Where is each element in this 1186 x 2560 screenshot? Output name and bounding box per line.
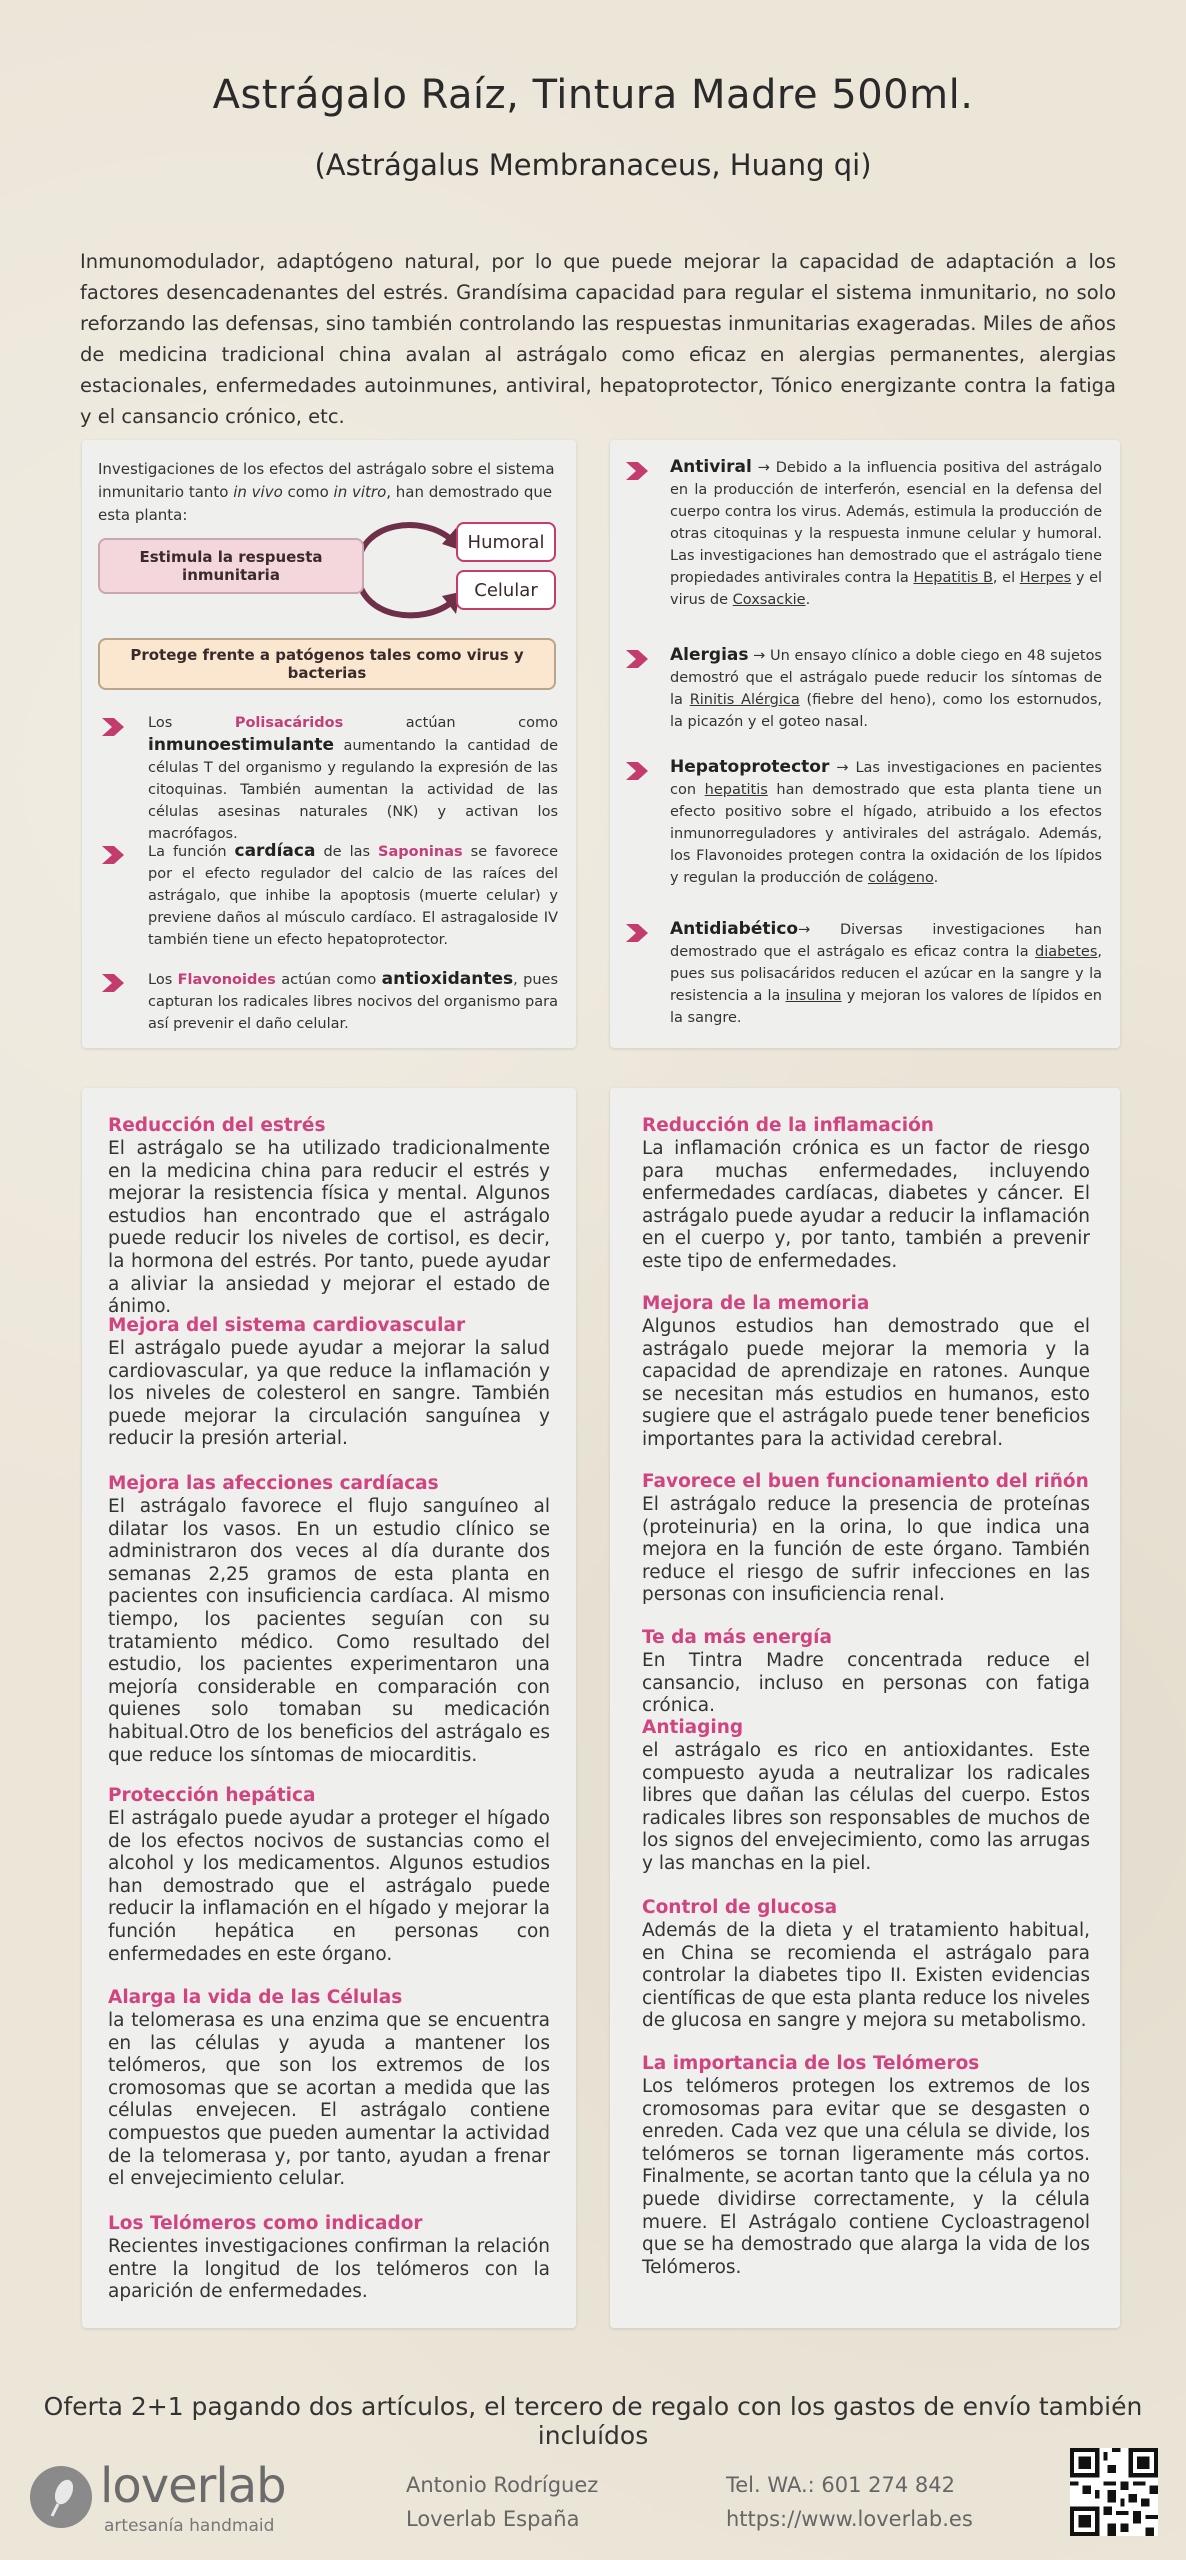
humoral-box: Humoral — [456, 522, 556, 562]
section-heading: Mejora del sistema cardiovascular — [108, 1315, 466, 1336]
flavonoids-text: Los Flavonoides actúan como antioxidantes, pues capturan los radicales libres nocivos del organismo para así prevenir el daño celular. — [148, 969, 559, 1032]
left-benefits-panel — [82, 1088, 576, 2328]
antidiabetic-text: Antidiabético→ Diversas investigaciones han demostrado que el astrágalo es eficaz contra la diabetes, pues sus polisacáridos reducen el azúcar en la sangre y la resistencia a la insulina y mejoran los valores de lípidos en la sangre. — [670, 919, 1102, 1026]
section-heading: Los Telómeros como indicador — [108, 2213, 423, 2234]
section-text: Algunos estudios han demostrado que el astrágalo puede mejorar la memoria y la capacidad de aprendizaje en ratones. Aunque se necesitan más estudios en humanos, esto sugiere que el astrágalo puede tener beneficios importantes para la actividad cerebral. — [642, 1316, 1090, 1450]
section-antiaging — [642, 1716, 1090, 1876]
intro-paragraph: Inmunomodulador, adaptógeno natural, por lo que puede mejorar la capacidad de adaptación a los factores desencadenantes del estrés. Grandísima capacidad para regular el sistema inmunitario, no solo reforzando las defensas, sino también controlando las respuestas inmunitarias exageradas. Miles de años de medicina tradicional china avalan al astrágalo como eficaz en alergias permanentes, alergias estacionales, enfermedades autoinmunes, antiviral, hepatoprotector, Tónico energizante contra la fatiga y el cansancio crónico, etc. — [80, 250, 1116, 428]
hepatoprotector-text: Hepatoprotector → Las investigaciones en pacientes con hepatitis han demostrado que esta planta tiene un efecto positivo sobre el hígado, atribuido a los efectos inmunorreguladores y antivirales del astrágalo. Además, los Flavonoides protegen contra la oxidación de los lípidos y regulan la producción de colágeno. — [670, 757, 1102, 886]
polysaccharides-text: Los Polisacáridos actúan como inmunoestimulante aumentando la cantidad de células T del organismo y regulando la expresión de las citoquinas. También aumentan la actividad de las células asesinas naturales (NK) y activan los macrófagos. — [148, 715, 558, 842]
section-heading: Mejora de la memoria — [642, 1293, 870, 1314]
allergies-text: Alergias → Un ensayo clínico a doble ciego en 48 sujetos demostró que el astrágalo puede reducir los síntomas de la Rinitis Alérgica (fiebre del heno), como los estornudos, la picazón y el goteo nasal. — [670, 645, 1102, 730]
section-text: la telomerasa es una enzima que se encuentra en las células y ayuda a mantener los telómeros, que son los extremos de los cromosomas que se acortan a medida que las células envejecen. El astrágalo contiene compuestos que pueden aumentar la actividad de la telomerasa y, por tanto, ayudan a frenar el envejecimiento celular. — [108, 2010, 550, 2190]
chevron-right-icon — [100, 972, 126, 994]
chevron-right-icon — [624, 922, 650, 944]
company-name: Loverlab España — [406, 2507, 580, 2531]
cycle-arrows-icon — [352, 514, 462, 626]
section-glucose — [642, 1896, 1090, 2033]
section-cardiac — [108, 1472, 550, 1767]
stimulates-immune-box: Estimula la respuesta inmunitaria — [98, 538, 364, 594]
section-text: El astrágalo reduce la presencia de proteínas (proteinuria) en la orina, lo que indica una mejora en la función de este órgano. También reduce el riesgo de sufrir infecciones en las personas con insuficiencia renal. — [642, 1494, 1090, 1606]
section-text: el astrágalo es rico en antioxidantes. Este compuesto ayuda a neutralizar los radicales libres que dañan las células del cuerpo. Estos radicales libres son responsables de muchos de los signos del envejecimiento, como las arrugas y las manchas en la piel. — [642, 1740, 1090, 1874]
section-telomeres-importance — [642, 2052, 1090, 2279]
section-telomeres-indicator — [108, 2212, 550, 2304]
chevron-right-icon — [624, 460, 650, 482]
section-heading: Reducción de la inflamación — [642, 1115, 934, 1136]
brand-logo-icon — [30, 2466, 92, 2528]
section-cells — [108, 1986, 550, 2191]
section-text: El astrágalo se ha utilizado tradicionalmente en la medicina china para reducir el estrés y mejorar la resistencia física y mental. Algunos estudios han encontrado que el astrágalo puede reducir los niveles de cortisol, es decir, la hormona del estrés. Por tanto, puede ayudar a aliviar la ansiedad y mejorar el estado de ánimo. — [108, 1138, 550, 1318]
section-text: Los telómeros protegen los extremos de los cromosomas para evitar que se desgasten o enreden. Cada vez que una célula se divide, los telómeros se tornan ligeramente más cortos. Finalmente, se acortan tanto que la célula ya no puede dividirse correctamente, y la célula muere. El Astrágalo contiene Cycloastragenol que se ha demostrado que alarga la vida de los Telómeros. — [642, 2076, 1090, 2278]
dropper-icon — [30, 2466, 92, 2528]
brand-tagline: artesanía handmaid — [104, 2516, 275, 2536]
celular-box: Celular — [456, 570, 556, 610]
website-link[interactable]: https://www.loverlab.es — [726, 2507, 973, 2531]
immune-effects-panel — [82, 440, 576, 1048]
section-energy — [642, 1626, 1090, 1718]
section-liver — [108, 1784, 550, 1966]
contact-info — [726, 2468, 973, 2536]
section-kidney — [642, 1470, 1090, 1607]
page-subtitle: (Astrágalus Membranaceus, Huang qi) — [314, 148, 872, 182]
chevron-right-icon — [100, 844, 126, 866]
offer-banner: Oferta 2+1 pagando dos artículos, el tercero de regalo con los gastos de envío también incluídos — [43, 2392, 1143, 2450]
section-heading: Favorece el buen funcionamiento del riñón — [642, 1471, 1089, 1492]
panel-lead-text: Investigaciones de los efectos del astrágalo sobre el sistema inmunitario tanto in vivo como in vitro, han demostrado que esta planta: — [98, 460, 555, 524]
section-text: El astrágalo puede ayudar a mejorar la salud cardiovascular, ya que reduce la inflamación y los niveles de colesterol en sangre. También puede mejorar la circulación sanguínea y reducir la presión arterial. — [108, 1338, 550, 1450]
section-text: Recientes investigaciones confirman la relación entre la longitud de los telómeros con la aparición de enfermedades. — [108, 2236, 550, 2303]
section-memory — [642, 1292, 1090, 1452]
benefits-panel — [610, 440, 1120, 1048]
section-heading: Te da más energía — [642, 1627, 832, 1648]
chevron-right-icon — [624, 648, 650, 670]
right-benefits-panel — [610, 1088, 1120, 2328]
section-text: En Tintra Madre concentrada reduce el cansancio, incluso en personas con fatiga crónica. — [642, 1650, 1090, 1717]
section-heading: La importancia de los Telómeros — [642, 2053, 980, 2074]
contact-person — [406, 2468, 598, 2536]
antiviral-text: Antiviral → Debido a la influencia positiva del astrágalo en la producción de interferón, esencial en la defensa del cuerpo contra los virus. Además, estimula la producción de otras citoquinas y la respuesta inmune celular y humoral. Las investigaciones han demostrado que el astrágalo tiene propiedades antivirales contra la Hepatitis B, el Herpes y el virus de Coxsackie. — [670, 457, 1103, 608]
section-text: Además de la dieta y el tratamiento habitual, en China se recomienda el astrágalo para controlar la diabetes tipo II. Existen evidencias científicas de que esta planta reduce los niveles de glucosa en sangre y mejora su metabolismo. — [642, 1920, 1090, 2032]
section-inflammation — [642, 1114, 1090, 1274]
section-heading: Reducción del estrés — [108, 1115, 326, 1136]
chevron-right-icon — [624, 760, 650, 782]
chevron-right-icon — [100, 716, 126, 738]
section-heading: Antiaging — [642, 1717, 744, 1738]
phone-number[interactable]: Tel. WA.: 601 274 842 — [726, 2473, 956, 2497]
section-text: El astrágalo favorece el flujo sanguíneo al dilatar los vasos. En un estudio clínico se administraron dos veces al día durante dos semanas 2,25 gramos de esta planta en pacientes con insuficiencia cardíaca. Al mismo tiempo, los pacientes seguían con su tratamiento médico. Como resultado del estudio, los pacientes experimentaron una mejoría considerable en comparación con quienes solo tomaban su medicación habitual.Otro de los beneficios del astrágalo es que reduce los síntomas de miocarditis. — [108, 1496, 550, 1766]
section-heading: Control de glucosa — [642, 1897, 838, 1918]
section-stress — [108, 1114, 550, 1319]
page-title: Astrágalo Raíz, Tintura Madre 500ml. — [212, 72, 974, 118]
brand-name: loverlab — [100, 2458, 286, 2514]
section-text: El astrágalo puede ayudar a proteger el hígado de los efectos nocivos de sustancias como el alcohol y los medicamentos. Algunos estudios han demostrado que el astrágalo puede reducir la inflamación en el hígado y mejorar la función hepática en personas con enfermedades en este órgano. — [108, 1808, 550, 1965]
section-text: La inflamación crónica es un factor de riesgo para muchas enfermedades, incluyendo enfermedades cardíacas, diabetes y cáncer. El astrágalo puede ayudar a reducir la inflamación en el cuerpo y, por tanto, también a prevenir este tipo de enfermedades. — [642, 1138, 1090, 1272]
section-heading: Protección hepática — [108, 1785, 316, 1806]
qr-code-icon[interactable] — [1070, 2448, 1158, 2536]
person-name: Antonio Rodríguez — [406, 2473, 599, 2497]
saponins-text: La función cardíaca de las Saponinas se favorece por el efecto regulador del calcio de las raíces del astrágalo, que inhibe la apoptosis (muerte celular) y previene daños al músculo cardíaco. El astragaloside IV también tiene un efecto hepatoprotector. — [148, 841, 559, 948]
section-cardiovascular — [108, 1314, 550, 1451]
section-heading: Alarga la vida de las Células — [108, 1987, 403, 2008]
section-heading: Mejora las afecciones cardíacas — [108, 1473, 439, 1494]
protects-pathogens-box: Protege frente a patógenos tales como virus y bacterias — [98, 638, 556, 690]
